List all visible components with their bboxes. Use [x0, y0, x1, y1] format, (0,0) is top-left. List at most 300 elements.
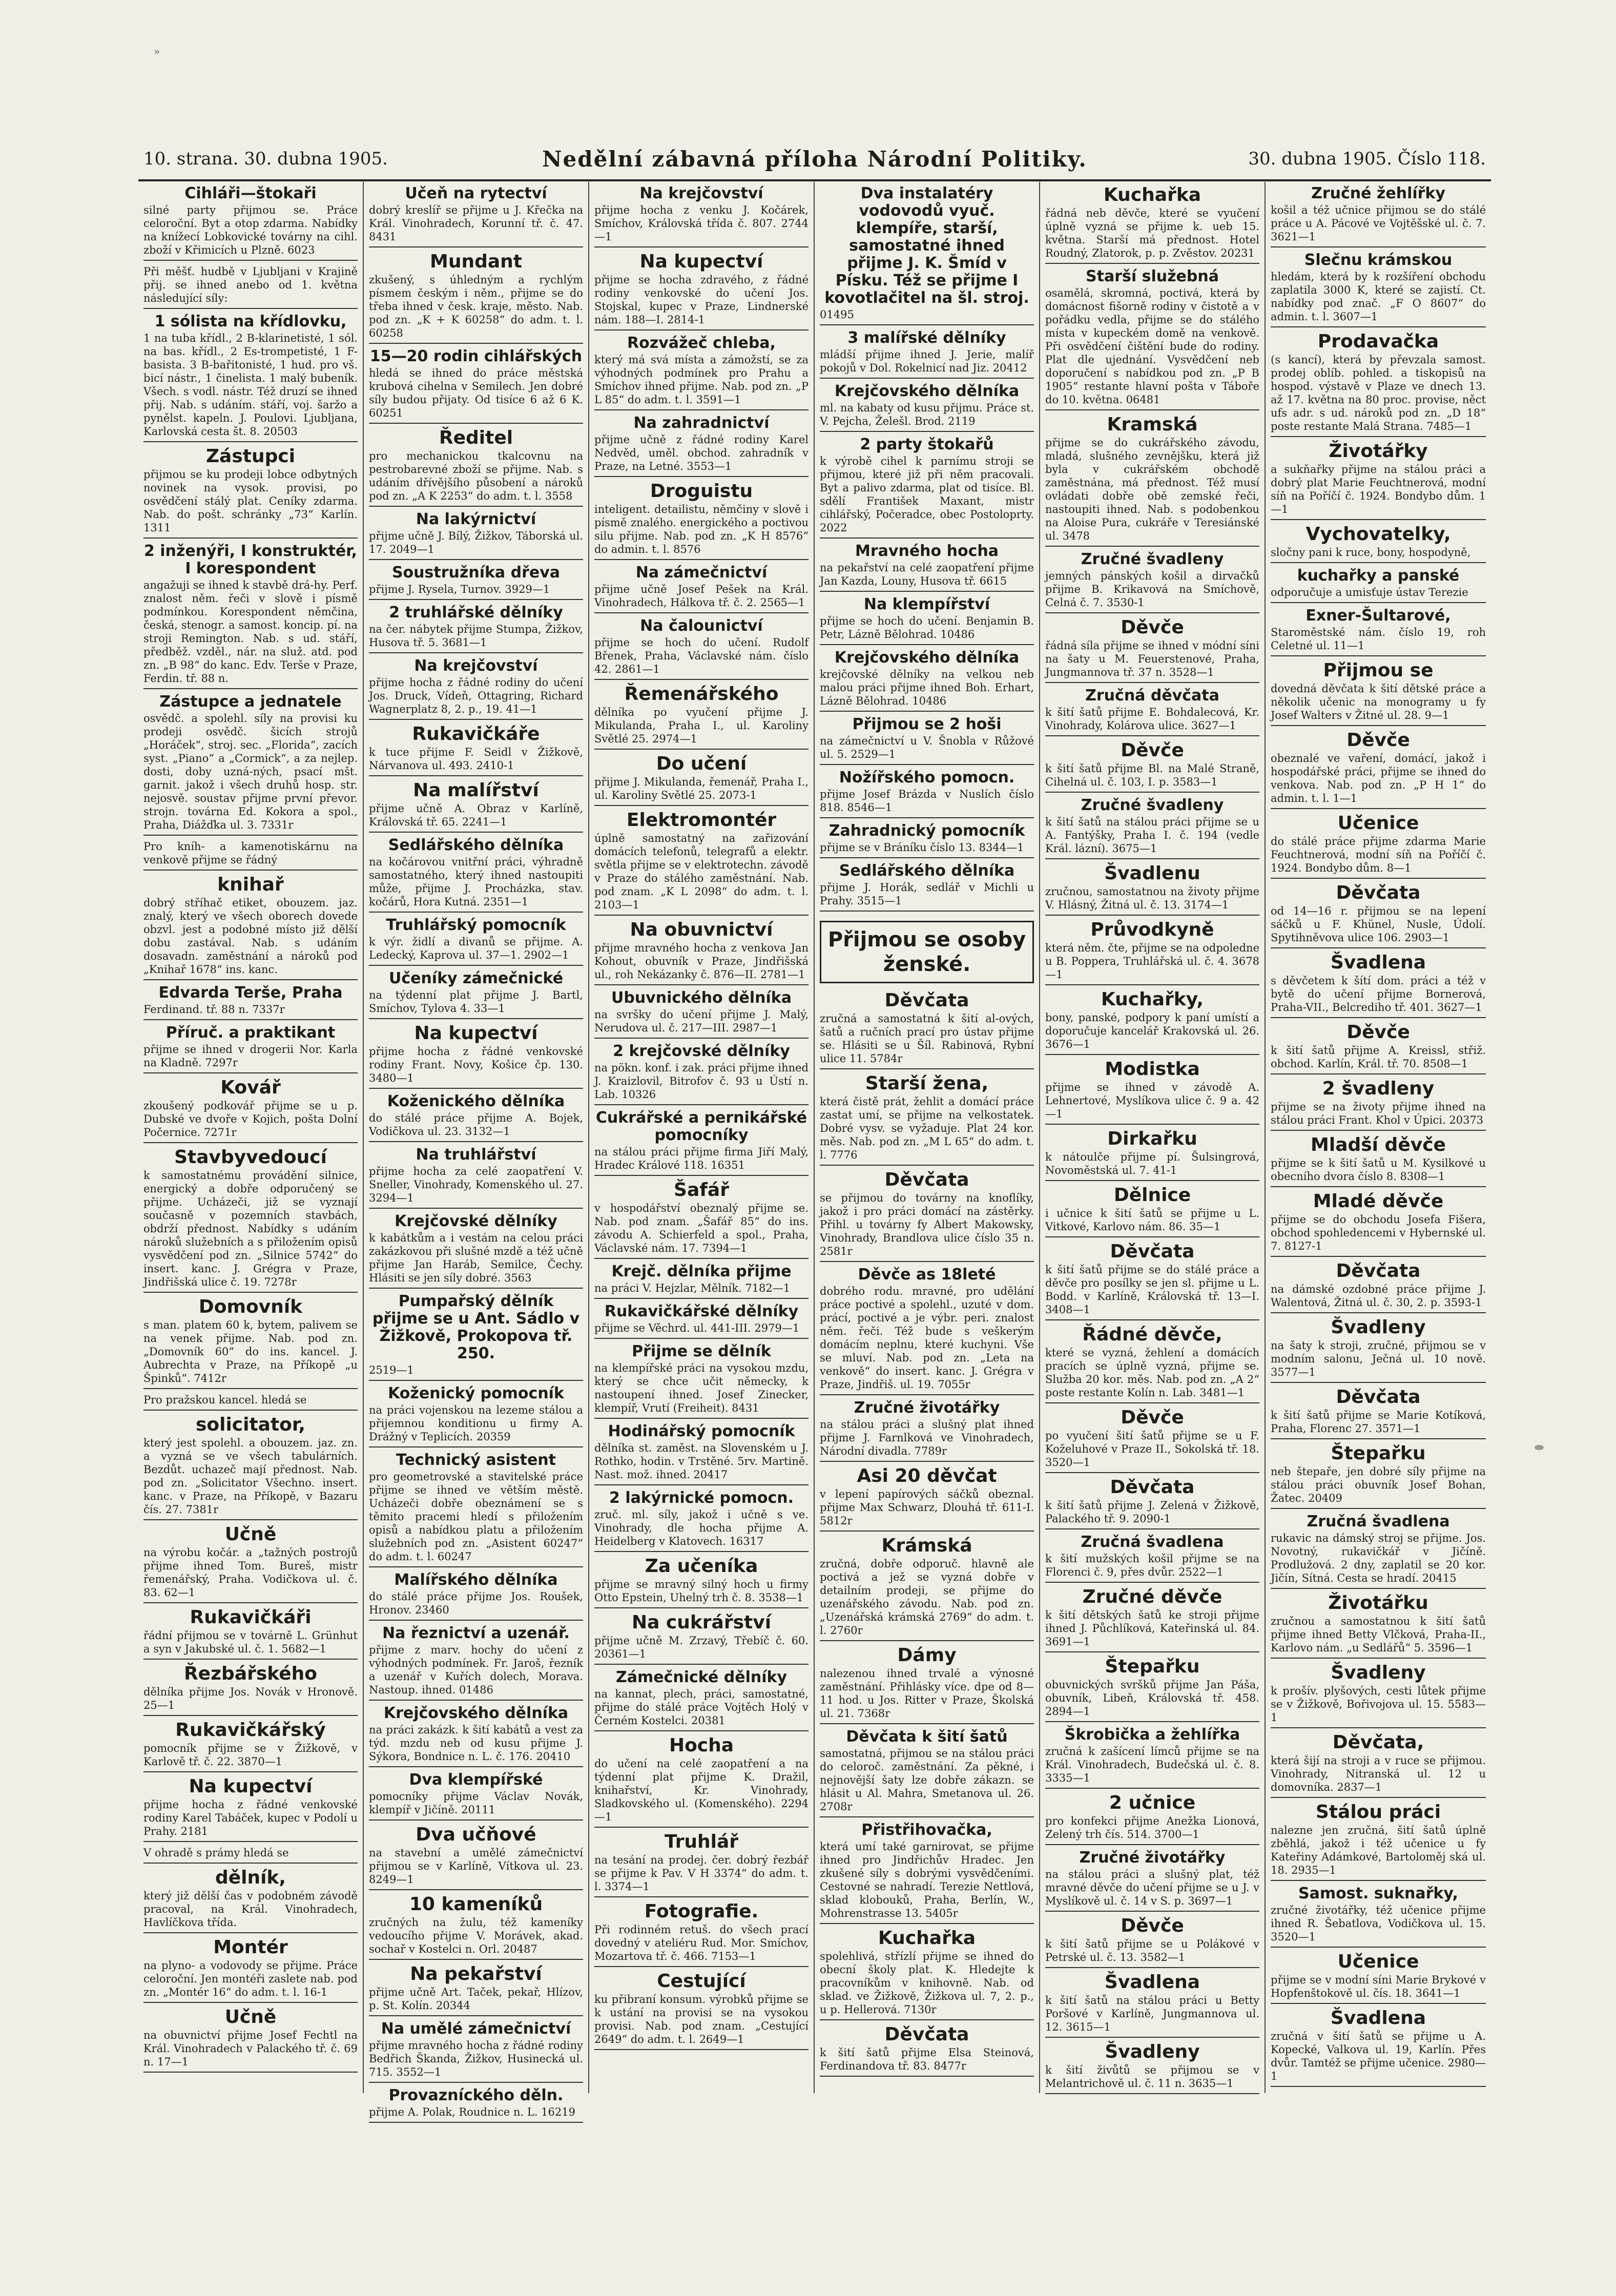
ad-heading: 2 inženýři, I konstruktér, I korespondent — [143, 542, 358, 577]
classified-ad — [1045, 185, 1259, 264]
ad-body: Ferdinand. tř. 88 n. 7337r — [143, 1003, 285, 1016]
classified-ad — [1271, 1317, 1486, 1383]
ad-body: Při měšť. hudbě v Ljubljani v Krajině přij. se ihned anebo od 1. května následující síly: — [143, 265, 358, 304]
ad-body: přijme Josef Brázda v Nuslích číslo 818. 8546—1 — [820, 788, 1034, 814]
page-header — [138, 149, 1491, 181]
ad-heading: Děvče as 18leté — [858, 1266, 996, 1284]
classified-ad — [369, 970, 583, 1019]
classified-ad — [1271, 1443, 1486, 1509]
classified-ad — [594, 1343, 809, 1419]
ad-heading: knihař — [217, 874, 284, 895]
ad-body: od 14—16 r. přijmou se na lepení sáčků u F. Khünel, Nusle, Údolí. Spytihněvova ulice 106. 2903—1 — [1271, 905, 1486, 944]
ad-heading: Nožířského pomocn. — [839, 769, 1015, 787]
classified-ad — [594, 1735, 809, 1828]
ad-body: samostatná, přijmou se na stálou práci do celoroč. zaměstnání. Za pěkné, i nejnovější šaty lze dobře zákazn. se hlásit u Al. Mahra, Smetanova ul. 26. 2708r — [820, 1747, 1034, 1813]
classified-ad — [369, 2087, 583, 2123]
classified-ad — [820, 862, 1034, 912]
ad-heading: Učně — [224, 1524, 277, 1545]
column-2 — [364, 182, 589, 2118]
ad-body: na klempířské práci na vysokou mzdu, který se chce učit německy, k nastoupení ihned. Josef Zinecker, klempíř, Vrutí (Freiheit). 8431 — [594, 1362, 809, 1414]
ad-body: přijme se mravný silný hoch u firmy Otto Epstein, Uhelný trh č. 8. 3538—1 — [594, 1578, 809, 1604]
ad-heading: Na krejčovství — [414, 657, 538, 675]
header-title: Nedělní zábavná příloha Národní Politiky. — [542, 147, 1087, 172]
ad-body: přijme J. Mikulanda, řemenář, Praha I., ul. Karoliny Světlé 25. 2073-1 — [594, 776, 809, 801]
ad-body: s děvčetem k šítí dom. práci a též v bytě do učení přijme Bornerová, Praha-VII., Belcrediho tř. 401. 3627—1 — [1271, 975, 1486, 1013]
classified-ad — [1271, 1387, 1486, 1439]
ad-body: k šití šatů přijme E. Bohdalecová, Kr. Vinohrady, Kolárova ulice. 3627—1 — [1045, 706, 1259, 732]
ad-heading: Švadlena — [1104, 1972, 1200, 1993]
classified-ad — [1271, 660, 1486, 726]
classified-ad — [369, 724, 583, 776]
classified-ad — [594, 335, 809, 410]
classified-ad — [1045, 415, 1259, 547]
ad-heading: Pumpařský dělník přijme se u Ant. Sádlo v Žižkově, Prokopova tř. 250. — [372, 1292, 580, 1362]
ad-body: osamělá, skromná, poctivá, která by domácnost fišorně rodiny v čistotě a v pořádku vedla, přijme se do stálého místa v kupeckém domě na venkově. Při osvědčení čištění bude do rodiny. Plat dle ujednání. Vysvědčení neb doporučení s nabídkou pod zn. „P B 1905“ restante hlavní pošta v Táboře do 10. května. 06481 — [1045, 287, 1259, 406]
classified-ad — [820, 716, 1034, 765]
classified-ad — [1271, 252, 1486, 327]
ad-heading: Životářku — [1328, 1592, 1428, 1614]
ad-body: nalezne jen zručná, šití šatů úplně zběhlá, jakož i též učenice u fy Kateřiny Adámkové, Bartoloměj ská ul. 18. 2935—1 — [1271, 1824, 1486, 1876]
classified-ad — [594, 920, 809, 985]
classified-ad — [594, 1490, 809, 1552]
ad-heading: Životářky — [1329, 441, 1428, 462]
classified-ad — [594, 1043, 809, 1105]
ad-body: na dámské ozdobné práce přijme J. Walentová, Žitná ul. č. 30, 2. p. 3593-1 — [1271, 1283, 1486, 1309]
classified-ad — [369, 511, 583, 560]
ad-body: na práci zakázk. k šití kabátů a vest za týd. mzdu neb od kusu přijme J. Sýkora, Bondnice n. L. č. 176. 20410 — [369, 1724, 583, 1763]
ad-heading: Zručná švadlena — [1307, 1513, 1450, 1530]
ad-heading: Na zámečnictví — [635, 564, 768, 582]
ad-body: na čer. nábytek přijme Stumpa, Žižkov, Husova tř. 5. 3681—1 — [369, 623, 583, 649]
ad-body: přijme se hocha zdravého, z řádné rodiny venkovské do učení Jos. Stojskal, kupec v Praze, Lindnerské nám. 188—I. 2814-1 — [594, 274, 809, 326]
ad-heading: Dva učňové — [416, 1824, 536, 1845]
ad-heading: Přijmou se 2 hoši — [852, 715, 1002, 733]
ad-heading: 2 lakýrnické pomocn. — [609, 1489, 794, 1507]
ad-body: dělníka po vyučení přijme J. Mikulanda, Praha I., ul. Karoliny Světlé 25. 2974—1 — [594, 706, 809, 745]
classified-ad — [820, 1645, 1034, 1724]
classified-ad — [143, 875, 358, 980]
ad-heading: Koženický pomocník — [388, 1384, 564, 1402]
classified-ad — [1045, 797, 1259, 859]
ad-heading: Kuchařka — [1103, 184, 1201, 205]
ad-body: k šití šatů přijme se do stálé práce a děvče pro posílky se jen sl. přijme u L. Bodd. v Karlíně, Královská tř. 13—I. 3408—1 — [1045, 1264, 1259, 1316]
ad-body: neb štepaře, jen dobré síly přijme na stálou práci obuvník Josef Bohan, Žatec. 20409 — [1271, 1465, 1486, 1504]
ad-body: odporučuje a umisťuje ústav Terezie — [1271, 586, 1468, 598]
column-3 — [589, 182, 815, 2093]
ad-body: silné party přijmou se. Práce celoroční. Byt a otop zdarma. Nabídky na knížecí Lobkovické továrny na cihl. zboží v Křimicích u Plzně. 6023 — [143, 204, 358, 256]
classified-ad — [1271, 185, 1486, 247]
ad-body: na výrobu kočár. a „tažných postrojů přijme ihned Tom. Bureš, mistr řemenářský, Praha. Vodičkova ul. č. 83. 62—1 — [143, 1546, 358, 1599]
ad-body: k šití šatů přijme Bl. na Malé Straně, Cihelná ul. č. 103, I. p. 3583—1 — [1045, 762, 1259, 788]
ad-body: přijme se ihned v drogerii Nor. Karla na Kladně. 7297r — [143, 1043, 358, 1069]
ad-body: do stálé práce přijme A. Bojek, Vodičkova ul. 23. 3132—1 — [369, 1112, 583, 1137]
classified-ad — [820, 185, 1034, 325]
ad-body: přijme z marv. hochy do učení z výhodných podmínek. Fr. Jaroš, řezník a uzenář v Kuřích dolech, Morava. Nastoup. ihned. 01486 — [369, 1644, 583, 1696]
classified-ad — [369, 1452, 583, 1567]
ad-body: k šití šatů na stálou práci u Betty Poršové v Karlíně, Jungmannova ul. 12. 3615—1 — [1045, 1994, 1259, 2033]
ad-heading: Rukavičkáře — [412, 723, 540, 744]
ad-body: přijme se do cukrářského závodu, mladá, slušného zevnějšku, která již byla v cukrářském obchodě zaměstnána, má přednost. Též musí ovládati dobře obě zemské řeči, nastoupiti ihned. Nab. s podobenkou na Aloise Pura, cukráře v Teresiánské ul. 3478 — [1045, 437, 1259, 542]
ad-heading: Vychovatelky, — [1306, 524, 1451, 545]
ad-heading: Rukavičkářské dělníky — [604, 1302, 799, 1320]
ad-heading: Švadleny — [1105, 2041, 1200, 2062]
classified-ad — [1045, 989, 1259, 1055]
ad-body: mládší přijme ihned J. Jerie, malíř pokojů v Dol. Rokelnicí nad Jiz. 20412 — [820, 348, 1034, 374]
ad-body: který již dělší čas v podobném závodě pracoval, na Král. Vinohradech, Havlíčkova třída. — [143, 1890, 358, 1929]
ad-heading: Dva klempířské — [409, 1771, 543, 1789]
ad-heading: Děvče — [1121, 1407, 1184, 1428]
classified-ad — [594, 1180, 809, 1259]
classified-ad — [369, 564, 583, 600]
ad-body: krejčovské dělníky na velkou neb malou práci přijme ihned Boh. Erhart, Lázně Bělohrad. 10486 — [820, 668, 1034, 707]
classified-ad — [143, 1664, 358, 1716]
classified-ad — [369, 1825, 583, 1890]
classified-ad — [820, 649, 1034, 712]
classified-ad — [1045, 920, 1259, 985]
classified-ad — [143, 1078, 358, 1143]
classified-ad — [820, 1928, 1034, 2020]
ad-heading: Na pekařství — [410, 1963, 542, 1984]
column-1 — [138, 182, 364, 2093]
classified-ad — [594, 415, 809, 477]
ad-body: rukavic na dámský stroj se přijme. Jos. Novotný, rukavičkář v Jičíně. Prodlužová. 2 dny, zaplatil se 20 kor. Jičín, Sítná. Cesta se hradí. 20415 — [1271, 1532, 1486, 1584]
ad-heading: Švadlena — [1330, 2008, 1426, 2029]
classified-ad — [143, 1024, 358, 1073]
ad-body: přijme se do obchodu Josefa Fišera, obchod spohledencemi v Hybernské ul. 7. 8127-1 — [1271, 1213, 1486, 1252]
classified-ad — [1045, 1534, 1259, 1583]
ad-heading: Hodinářský pomocník — [608, 1422, 795, 1440]
classified-ad — [594, 1263, 809, 1299]
ad-heading: Cihláři—štokaři — [184, 184, 317, 202]
ad-heading: Děvčata — [884, 1169, 969, 1190]
ad-body: na práci vojenskou na lezeme stálou a přijemnou konditionu u firmy A. Drážný v Teplicích. 20359 — [369, 1404, 583, 1443]
ad-heading: Dirkařku — [1107, 1128, 1197, 1149]
ad-body: V ohradě s prámy hledá se — [143, 1847, 289, 1859]
ad-heading: Droguistu — [650, 481, 753, 502]
classified-ad — [1045, 1657, 1259, 1722]
classified-ad — [1045, 1587, 1259, 1652]
ad-body: přijme mravného hocha z venkova Jan Kohout, obuvník v Praze, Jindřišská ul., roh Nekázanky č. 876—II. 2781—1 — [594, 942, 809, 981]
classified-ad — [369, 1571, 583, 1621]
classified-ad — [369, 1625, 583, 1701]
ad-heading: Na kupectví — [639, 251, 763, 272]
ad-body: dělníka přijme Jos. Novák v Hronově. 25—1 — [143, 1686, 358, 1711]
classified-ad — [143, 1297, 358, 1389]
classified-ad — [1271, 1663, 1486, 1728]
classified-ad — [1271, 524, 1486, 563]
ad-body: do učení na celé zaopatření a na týdenní plat přijme K. Dražil, knihařství, Kr. Vinohrady, Sladkovského ul. (Komenského). 2294—1 — [594, 1757, 809, 1823]
classified-ad — [594, 989, 809, 1039]
ad-heading: Na umělé zámečnictví — [381, 2020, 571, 2038]
ad-heading: Zručné děvče — [1082, 1586, 1223, 1607]
ad-body: k výr. židlí a divanů se přijme. A. Ledecký, Kaprova ul. 37—1. 2902—1 — [369, 936, 583, 961]
ad-heading: Truhlářský pomocník — [386, 916, 566, 934]
ad-heading: Zručné žehlířky — [1311, 184, 1445, 202]
ad-heading: Koženického dělníka — [387, 1092, 565, 1110]
ad-body: dobrý kreslíř se přijme u J. Křečka na Král. Vinohradech, Korunní tř. č. 47. 8431 — [369, 204, 583, 243]
ad-heading: Dva instalatéry vodovodů vyuč. klempíře, starší, samostatné ihned přijme J. K. Šmíd v Písku. Též se přijme I kovotlačitel na šl. stroj. — [824, 184, 1029, 307]
ad-heading: Na kupectví — [414, 1023, 538, 1044]
ad-body: na stavební a umělé zámečnictví přijmou se v Karlíně, Vítkova ul. 23. 8249—1 — [369, 1847, 583, 1886]
ad-body: přijme se na životy přijme ihned na stálou práci Frant. Khol v Úpici. 20373 — [1271, 1101, 1486, 1126]
ad-heading: Švadlenu — [1104, 863, 1200, 884]
ad-heading: Slečnu krámskou — [1304, 251, 1453, 269]
classified-ad — [820, 990, 1034, 1069]
ad-heading: 2 učnice — [1109, 1792, 1196, 1813]
ad-body: přijme se ihned v závodě A. Lehnertové, Myslíkova ulice č. 9 a. 42—1 — [1045, 1081, 1259, 1120]
classified-ad — [369, 428, 583, 507]
classified-ad — [594, 684, 809, 750]
ad-heading: Mladé děvče — [1313, 1191, 1444, 1212]
ad-body: do stálé práce přijme zdarma Marie Feuchtnerová, modní síň na Poříčí č. 1924. Bondybo dům. 8—1 — [1271, 835, 1486, 874]
ad-body: hledá se ihned do práce městská krubová cihelna v Semilech. Jen dobré síly budou přijaty. Od tisíce 6 až 6 K. 60251 — [369, 367, 583, 419]
classified-ad — [1045, 1059, 1259, 1125]
ad-heading: Průvodkyně — [1090, 919, 1214, 940]
classified-ad — [369, 780, 583, 833]
ad-heading: Švadlena — [1330, 952, 1426, 973]
ad-heading: Štepařku — [1331, 1443, 1426, 1464]
classified-ad — [369, 348, 583, 424]
ad-heading: Krejčovského dělníka — [834, 382, 1020, 400]
ad-body: přijme J. Horák, sedlář v Michli u Prahy. 3515—1 — [820, 881, 1034, 907]
ad-body: 01495 — [820, 308, 854, 321]
ad-heading: Děvčata — [884, 2024, 969, 2045]
ad-heading: Děvče — [1121, 617, 1184, 638]
ad-heading: 15—20 rodin cihlářských — [369, 347, 583, 365]
classified-ad — [143, 1147, 358, 1293]
classified-ad — [594, 185, 809, 247]
ad-body: dovedná děvčata k šití dětské práce a několik učenic na monogramy u fy Josef Walters v Žitné ul. 28. 9—1 — [1271, 682, 1486, 721]
classified-ad — [369, 1964, 583, 2016]
classified-ad — [1045, 1408, 1259, 1473]
ad-heading: Elektromontér — [626, 810, 777, 831]
ad-body: řádní přijmou se v továrně L. Grünhut a syn v Jakubské ul. č. 1. 5682—1 — [143, 1629, 358, 1655]
classified-ad — [369, 252, 583, 344]
classified-ad — [143, 1393, 358, 1411]
classified-ad — [143, 693, 358, 836]
ad-body: na pökn. konf. i zak. práci přijme ihned J. Kraizlovil, Bitrofov č. 93 u Ústí n. Lab. 10326 — [594, 1062, 809, 1101]
classified-ad — [369, 1385, 583, 1447]
column-5 — [1040, 182, 1266, 2093]
ad-heading: Mravného hocha — [855, 542, 999, 560]
classified-ad — [1045, 1793, 1259, 1845]
ad-body: zručné životářky, též učenice přijme ihned R. Šebatlova, Vodičkova ul. 15. 3520—1 — [1271, 1904, 1486, 1943]
ad-heading: Děvčata — [1110, 1241, 1195, 1262]
classified-ad — [369, 2020, 583, 2083]
ad-heading: Řádné děvče, — [1082, 1324, 1223, 1345]
classified-ad — [1271, 1802, 1486, 1881]
ad-heading: Mundant — [430, 251, 522, 272]
classified-ad — [143, 313, 358, 442]
ad-body: zručná v šití šatů se přijme u A. Kopecké, Valkova ul. 19, Karlín. Přes dvůr. Tamtéž se přijme učenice. 2980—1 — [1271, 2030, 1486, 2082]
ad-body: přijme se Věchrd. ul. 441-III. 2979—1 — [594, 1322, 800, 1334]
ad-body: zručná a samostatná k šití al-ových, šatů a ručních prací pro ústav přijme se. Hlásiti se u Šíl. Rabinová, Rybní ulice 11. 5784r — [820, 1012, 1034, 1065]
classified-ad — [1045, 551, 1259, 613]
column-4 — [815, 182, 1040, 2093]
ad-heading: Modistka — [1105, 1059, 1200, 1080]
header-date-page: 10. strana. 30. dubna 1905. — [143, 149, 388, 169]
ad-body: přijme mravného hocha z řádné rodiny Bedřich Škanda, Žižkov, Husinecká ul. 715. 3552—1 — [369, 2039, 583, 2078]
ad-heading: Na krejčovství — [639, 184, 763, 202]
classified-ad — [1045, 268, 1259, 410]
ad-heading: Stavbyvedoucí — [174, 1147, 327, 1168]
ad-heading: Přijme se dělník — [632, 1342, 771, 1360]
ad-body: řádná síla přijme se ihned v módní síni na šaty u M. Feuerstenové, Praha, Jungmannova tř. 37 n. 3528—1 — [1045, 639, 1259, 678]
classified-ad — [594, 754, 809, 806]
classified-ad — [1271, 1593, 1486, 1659]
ad-heading: Děvče — [1121, 1915, 1184, 1936]
classified-ad — [1271, 567, 1486, 603]
ad-body: s man. platem 60 k, bytem, palivem se na venek přijme. Nab. pod zn. „Domovník 60“ do ins. kancel. J. Aubrechta v Praze, na Příkopě „u Špinků“. 7412r — [143, 1319, 358, 1384]
classified-ad — [1271, 1513, 1486, 1589]
ad-body: hledám, která by k rozšíření obchodu zaplatila 3000 K, které se zajistí. Ct. nabídky pod znač. „F O 8607“ do admin. t. l. 3607—1 — [1271, 271, 1486, 323]
ad-heading: Zručné životářky — [854, 1399, 1000, 1417]
ad-body: zručnou, samostatnou na životy přijme V. Hlásný, Žitná ul. č. 13. 3174—1 — [1045, 885, 1259, 911]
ad-body: přijme se k šití šatů u M. Kysilkové u obecního dvora číslo 8. 8308—1 — [1271, 1157, 1486, 1183]
ad-body: který jest spolehl. a obouzem. jaz. zn. a vyzná se ve všech tabulárních. Bezdůt. uchazeč mají přednost. Nab. pod zn. „Solicitator Všechno. insert. kanc. v Praze, na Příkopě, v Bazaru čís. 27. 7381r — [143, 1437, 358, 1516]
ad-heading: Krámská — [881, 1535, 972, 1556]
ad-body: košil a též učnice přijmou se do stálé práce u A. Pácové ve Vojtěšské ul. č. 7. 3621—1 — [1271, 204, 1486, 243]
ad-body: k šití šatů přijme Elsa Steinová, Ferdinandova tř. 83. 8477r — [820, 2046, 1034, 2072]
classified-ad — [143, 2007, 358, 2073]
classified-ad — [594, 1303, 809, 1339]
ad-body: přijme se v modní síni Marie Brykové v Hopfenštokově ul. čís. 18. 3641—1 — [1271, 1974, 1486, 1999]
ad-body: ku přibraní konsum. výrobků přijme se k ustání na provisi se na vysokou provisi. Nab. pod znam. „Cestující 2649“ do adm. t. l. 2649—1 — [594, 1993, 809, 2045]
ad-body: která umí také garnirovat, se přijme ihned pro Jindřichův Hradec. Jen zkušené síly s dobrými vysvědčeními. Cestovné se nahradí. Terezie Nettlová, sklad klobouků, Praha, Berlín, W., Mohrenstrasse 13. 5405r — [820, 1840, 1034, 1919]
classified-ad — [594, 1669, 809, 1731]
classified-ad — [1271, 332, 1486, 437]
classified-ad — [594, 617, 809, 680]
ad-body: přijme učně A. Obraz v Karlíně, Královská tř. 65. 2241—1 — [369, 802, 583, 828]
ad-heading: Švadleny — [1331, 1662, 1426, 1683]
ad-body: přijme učně M. Zrzavý, Třebíč č. 60. 20361—1 — [594, 1635, 809, 1660]
ad-heading: Ubuvnického dělníka — [611, 989, 792, 1007]
classified-ad — [1271, 607, 1486, 656]
column-6 — [1266, 182, 1491, 2093]
ad-body: k samostatnému provádění silnice, energický a dobře odporučený se přijme. Ucházeči, již se vyznají současně v pozemních stavbách, obdrží přednost. Nabídky s udáním nároků služebních a s přiložením opisů vysvědčení pod zn. „Silnice 5742“ do insert. kanc. J. Grégra v Praze, Jindřišská ulice č. 19. 7278r — [143, 1169, 358, 1288]
page-corner-mark: » — [154, 45, 160, 57]
ad-heading: Technický asistent — [396, 1451, 556, 1469]
ad-heading: Cestující — [657, 1971, 746, 1992]
classified-ad — [1045, 617, 1259, 683]
classified-ad — [820, 329, 1034, 379]
ad-heading: Přistřihovačka, — [861, 1821, 992, 1839]
ad-body: jemných pánských košil a dirvačků přijme B. Krikavová na Smíchově, Celná č. 7. 3530-1 — [1045, 570, 1259, 609]
ad-body: zruč. ml. síly, jakož i učně s ve. Vinohrady, dle hocha přijme A. Heidelberg v Klatovech. 16317 — [594, 1508, 809, 1547]
ad-heading: Zručná švadlena — [1081, 1533, 1224, 1551]
classified-ad — [820, 436, 1034, 539]
ad-body: na kočárovou vnitřní práci, výhradně samostatného, který ihned nastoupiti může, přijme J. Procházka, stav. kočárů, Hora Kutná. 2351—1 — [369, 856, 583, 908]
classified-ad — [820, 822, 1034, 858]
ad-body: zkušený, s úhledným a rychlým písmem českým i něm., přijme se do třeba ihned v česk. kraje, město. Nab. pod zn. „K + K 60258“ do adm. t. l. 60258 — [369, 274, 583, 339]
ad-heading: Na kupectví — [189, 1776, 313, 1797]
ad-heading: 3 malířské dělníky — [847, 329, 1006, 347]
ad-body: která čistě prát, žehlit a domácí práce zastat umí, se přijme na velkostatek. Dobré vysv. se vyžaduje. Plat 24 kor. měs. Nab. pod zn. „M L 65“ do adm. t. l. 7776 — [820, 1095, 1034, 1161]
ad-heading: Starší žena, — [865, 1073, 989, 1094]
ad-heading: Stálou práci — [1315, 1802, 1441, 1823]
ad-heading: Kuchařky, — [1101, 989, 1204, 1010]
classified-ad — [143, 1524, 358, 1603]
ad-body: na šaty k stroji, zručné, přijmou se v modním salonu, Ječná ul. 10 nově. 3577—1 — [1271, 1339, 1486, 1378]
ad-heading: Děvčata — [1336, 882, 1421, 903]
classified-ad — [1045, 2042, 1259, 2094]
classified-ad — [1271, 2008, 1486, 2087]
ad-heading: Za učeníka — [645, 1556, 758, 1577]
classified-ad — [594, 1832, 809, 1897]
ad-heading: Štepařku — [1105, 1656, 1200, 1677]
ad-heading: Kramská — [1107, 414, 1198, 435]
ad-heading: Zástupce a jednatele — [159, 693, 342, 711]
ad-heading: Děvče — [1346, 730, 1410, 751]
ad-heading: Krejčovského dělníka — [383, 1704, 569, 1722]
classified-ad — [143, 1720, 358, 1772]
ad-body: Staroměstské nám. číslo 19, roh Celetné ul. 11—1 — [1271, 626, 1486, 652]
ad-body: na stálou práci přijme firma Jiří Malý, Hradec Králové 118. 16351 — [594, 1146, 809, 1171]
ad-heading: Truhlář — [665, 1831, 738, 1852]
classified-ad — [1271, 1952, 1486, 2004]
ad-body: přijme hocha z venku J. Kočárek, Smíchov, Královská třída č. 807. 2744—1 — [594, 204, 809, 243]
ad-body: 2519—1 — [369, 1364, 414, 1376]
classified-ad — [1271, 1079, 1486, 1131]
ad-body: nalezenou ihned trvalé a výnosné zaměstnání. Přihlásky více. dpe od 8—11 hod. u Jos. Ritter v Praze, Školská ul. 21. 7368r — [820, 1667, 1034, 1720]
ad-heading: Zástupci — [205, 446, 296, 467]
ad-heading: Na čalounictví — [640, 617, 763, 635]
ad-body: k šití mužských košil přijme se na Florenci č. 9, přes dvůr. 2522—1 — [1045, 1553, 1259, 1578]
classified-ad — [1271, 883, 1486, 948]
ad-body: v lepení papírových sáčků obeznal. přijme Max Schwarz, Dlouhá tř. 611-I. 5812r — [820, 1488, 1034, 1527]
ad-heading: Na cukrářství — [631, 1612, 772, 1633]
classified-ad — [369, 657, 583, 720]
ad-heading: Domovník — [198, 1296, 303, 1317]
classified-ad — [594, 1612, 809, 1665]
classified-ad — [1271, 1732, 1486, 1798]
ad-body: přijme se hoch do učení. Benjamin B. Petr, Lázně Bělohrad. 10486 — [820, 615, 1034, 640]
classified-ad — [1271, 1885, 1486, 1948]
ad-body: na plyno- a vodovody se přijme. Práce celoroční. Jen montéři zaslete nab. pod zn. „Montér 16“ do adm. t. l. 16-1 — [143, 1959, 358, 1998]
classified-ad — [143, 185, 358, 261]
ad-body: na stálou práci a slušný plat ihned přijme J. Farnlková ve Vinohradech, Národní divadla. 7789r — [820, 1418, 1034, 1457]
ad-body: dobrý stříhač etiket, obouzem. jaz. znalý, který ve všech oborech dovede obzvl. jest a podobné místo již dělší dobu zastával. Nab. s udáním dosavadn. zaměstnání a nároků pod „Knihař 1678“ ins. kanc. — [143, 897, 358, 976]
ad-body: zručnou a samostatnou k šití šatů přijme ihned Betty Vlčková, Praha-II., Karlovo nám. „u Sedlářů“ 5. 3596—1 — [1271, 1615, 1486, 1654]
ad-body: k prošív. plyšových, cesti lůtek přijme se v Žižkově, Bořivojova ul. 15. 5583—1 — [1271, 1685, 1486, 1724]
ad-body: Pro kníh- a kamenotiskárnu na venkově přijme se řádný — [143, 840, 358, 866]
classified-ad — [1271, 813, 1486, 879]
classified-ad — [369, 1213, 583, 1289]
ad-heading: Montér — [213, 1937, 288, 1958]
classified-ad — [369, 1771, 583, 1821]
ad-body: přijme se v Bráníku číslo 13. 8344—1 — [820, 841, 1024, 854]
ad-body: do stálé práce přijme Jos. Roušek, Hronov. 23460 — [369, 1590, 583, 1616]
classified-ad — [594, 252, 809, 330]
ad-heading: Děvčata — [1336, 1260, 1421, 1281]
ad-heading: Soustružníka dřeva — [391, 564, 561, 582]
ad-body: k výrobě cihel k parnímu stroji se přijmou, které již při něm pracovali. Byt a palivo zdarma, plat od tisíce. Bl. sdělí František Maxant, mistr cihlářský, Počeradce, obec Postoloprty. 2022 — [820, 455, 1034, 534]
ad-heading: Na lakýrnictví — [416, 510, 536, 528]
classified-ad — [369, 837, 583, 913]
ad-body: na tesání na prodej. čer. dobrý řezbář se přijme k Pav. V H 3374“ do adm. t. l. 3374—1 — [594, 1854, 809, 1893]
classified-ad — [369, 1146, 583, 1209]
classified-ad — [820, 543, 1034, 592]
ad-body: na svršky do učení přijme J. Malý, Nerudova ul. č. 217—III. 2987—1 — [594, 1008, 809, 1034]
ad-body: (s kancí), která by převzala samost. prodej oblíb. pohled. a tiskopisů na hospod. výstavě v Plaze ve dnech 13. až 17. května na 80 proc. provise, něct ufs adr. s ud. nároků pod zn. „D 18“ poste restante Malá Strana. 7485—1 — [1271, 354, 1486, 432]
ad-heading: Řezbářského — [183, 1663, 318, 1684]
ad-body: 1 na tuba křídl., 2 B-klarinetisté, 1 sól. na bas. křídl., 2 Es-trompetisté, 1 F-basista. 3 B-bařitonisté, 1 hud. pro vš. bicí nástr., 1 činelista. 1 malý bubeník. Všech. s vodl. nástr. Též druzí se ihned přij. Nab. s udáním. stáří, voj. šaržo a pynělst. kapeln. J. Poulovi. Ljubljana, Karlovská cesta št. 8. 20503 — [143, 332, 358, 438]
ad-heading: Učeň na rytectví — [405, 184, 547, 202]
ad-body: na týdenní plat přijme J. Bartl, Smíchov, Tylova 4. 33—1 — [369, 989, 583, 1015]
classified-ad — [1271, 953, 1486, 1018]
ad-heading: Učenice — [1337, 813, 1419, 834]
classified-ad — [594, 1901, 809, 1967]
